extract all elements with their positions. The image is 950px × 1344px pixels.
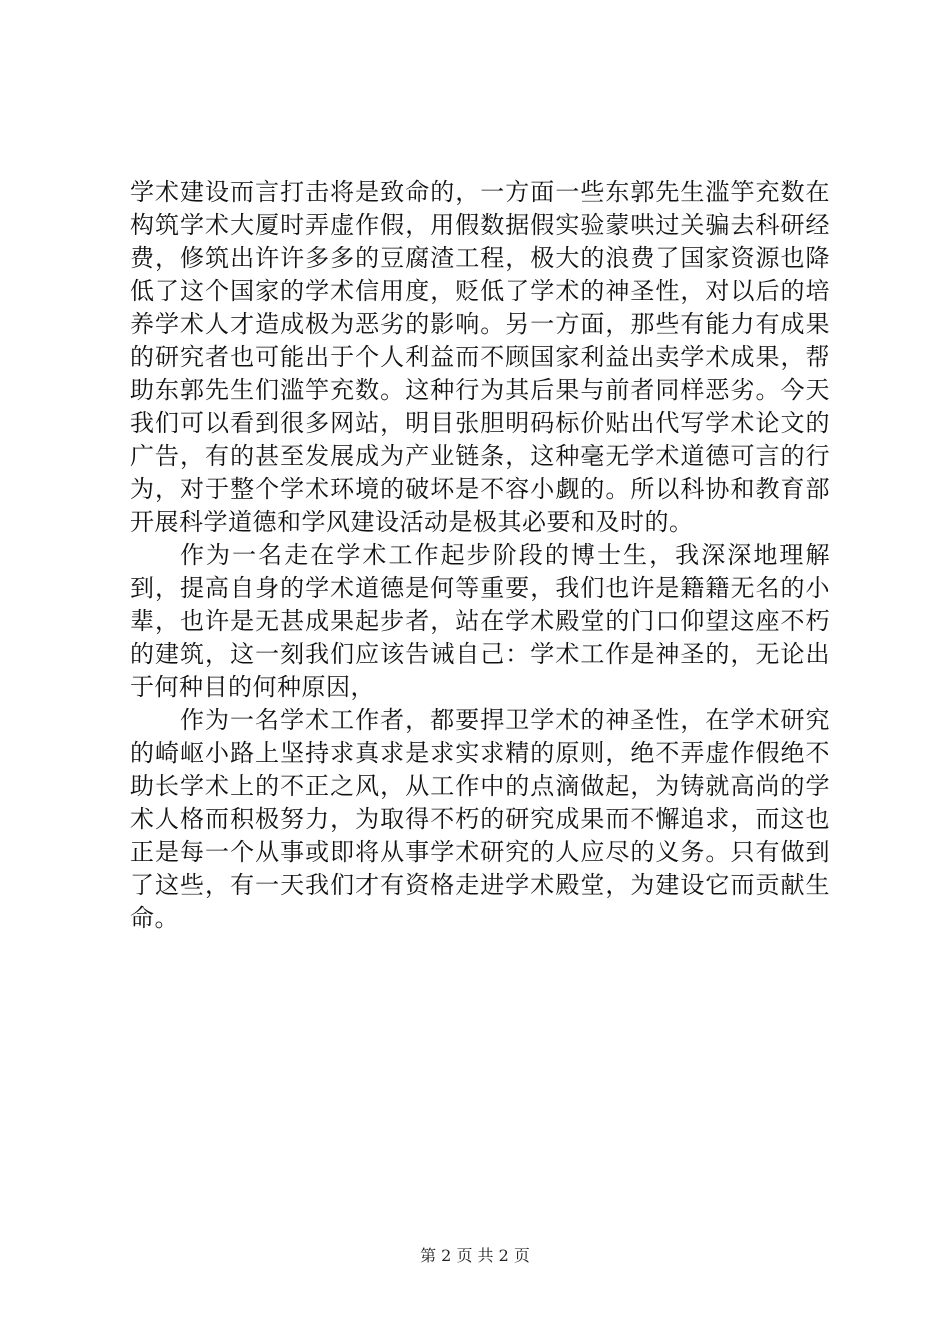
page-footer: 第 2 页 共 2 页 xyxy=(420,1246,530,1265)
paragraph-1: 学术建设而言打击将是致命的，一方面一些东郭先生滥竽充数在构筑学术大厦时弄虚作假，用假数据假实验蒙哄过关骗去科研经费，修筑出许许多多的豆腐渣工程，极大的浪费了国家资源也降低了这个国家的学术信用度，贬低了学术的神圣性，对以后的培养学术人才造成极为恶劣的影响。另一方面，那些有能力有成果的研究者也可能出于个人利益而不顾国家利益出卖学术成果，帮助东郭先生们滥竽充数。这种行为其后果与前者同样恶劣。今天我们可以看到很多网站，明目张胆明码标价贴出代写学术论文的广告，有的甚至发展成为产业链条，这种毫无学术道德可言的行为，对于整个学术环境的破坏是不容小觑的。所以科协和教育部开展科学道德和学风建设活动是极其必要和及时的。 xyxy=(130,178,830,536)
paragraph-2: 作为一名走在学术工作起步阶段的博士生，我深深地理解到，提高自身的学术道德是何等重要，我们也许是籍籍无名的小辈，也许是无甚成果起步者，站在学术殿堂的门口仰望这座不朽的建筑，这一刻我们应该告诫自己：学术工作是神圣的，无论出于何种目的何种原因， xyxy=(130,541,830,701)
paragraph-3: 作为一名学术工作者，都要捍卫学术的神圣性，在学术研究的崎岖小路上坚持求真求是求实求精的原则，绝不弄虚作假绝不助长学术上的不正之风，从工作中的点滴做起，为铸就高尚的学术人格而积极努力，为取得不朽的研究成果而不懈追求，而这也正是每一个从事或即将从事学术研究的人应尽的义务。只有做到了这些，有一天我们才有资格走进学术殿堂，为建设它而贡献生命。 xyxy=(130,706,830,932)
document-body xyxy=(130,176,830,935)
